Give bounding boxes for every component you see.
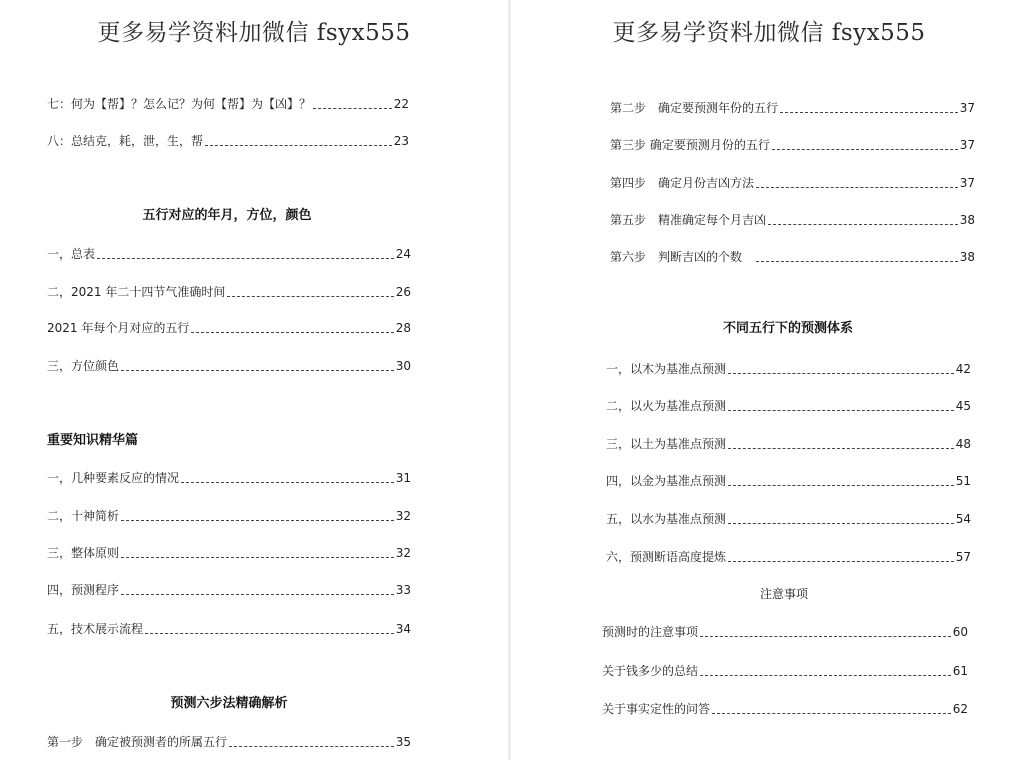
toc-entry[interactable] (602, 662, 968, 680)
toc-entry-label: 四，预测程序 (47, 583, 120, 597)
leader-dots (700, 674, 951, 676)
leader-dots (313, 107, 392, 109)
toc-entry-label: 2021 年每个月对应的五行 (47, 321, 190, 335)
toc-entry[interactable] (47, 507, 411, 525)
leader-dots (728, 372, 954, 374)
toc-entry[interactable] (47, 132, 409, 150)
toc-entry[interactable] (606, 510, 971, 528)
toc-entry-label: 第四步 确定月份吉凶方法 (610, 176, 755, 190)
toc-page-number: 30 (395, 359, 411, 373)
section-heading: 不同五行下的预测体系 (722, 321, 854, 336)
leader-dots (700, 635, 951, 637)
toc-page-number: 57 (955, 550, 971, 564)
toc-entry-label: 一，总表 (47, 247, 96, 261)
toc-entry[interactable] (47, 245, 411, 263)
toc-page-number: 38 (959, 250, 975, 264)
toc-entry[interactable] (47, 95, 409, 113)
toc-entry[interactable] (47, 581, 411, 599)
toc-page-number: 37 (959, 138, 975, 152)
toc-page-number: 61 (952, 664, 968, 678)
toc-entry[interactable] (610, 136, 975, 154)
toc-page-number: 62 (952, 702, 968, 716)
leader-dots (728, 560, 954, 562)
toc-entry[interactable] (610, 99, 975, 117)
leader-dots (191, 331, 393, 333)
leader-dots (728, 447, 954, 449)
page-header: 更多易学资料加微信 fsyx555 (97, 20, 411, 46)
toc-entry-label: 三，整体原则 (47, 546, 120, 560)
toc-page-number: 37 (959, 176, 975, 190)
leader-dots (772, 148, 958, 150)
toc-entry[interactable] (47, 357, 411, 375)
leader-dots (229, 745, 394, 747)
toc-entry[interactable] (610, 248, 975, 266)
leader-dots (712, 712, 951, 714)
toc-page-number: 35 (395, 735, 411, 749)
toc-entry-label: 一，以木为基准点预测 (606, 362, 727, 376)
toc-page-number: 42 (955, 362, 971, 376)
toc-page-number: 45 (955, 399, 971, 413)
toc-page-number: 37 (959, 101, 975, 115)
page-header: 更多易学资料加微信 fsyx555 (612, 20, 926, 46)
toc-page-number: 22 (393, 97, 409, 111)
leader-dots (728, 522, 954, 524)
leader-dots (121, 519, 394, 521)
toc-entry-label: 三，以土为基准点预测 (606, 437, 727, 451)
leader-dots (97, 257, 394, 259)
section-heading: 重要知识精华篇 (47, 433, 139, 448)
toc-entry[interactable] (47, 319, 411, 337)
section-heading: 五行对应的年月，方位，颜色 (142, 208, 312, 223)
toc-entry-label: 四，以金为基准点预测 (606, 474, 727, 488)
toc-page-number: 60 (952, 625, 968, 639)
leader-dots (205, 144, 392, 146)
toc-entry-label: 第六步 判断吉凶的个数 (610, 250, 755, 264)
toc-page-number: 23 (393, 134, 409, 148)
toc-entry[interactable] (606, 397, 971, 415)
toc-entry-label: 五，技术展示流程 (47, 622, 144, 636)
toc-entry[interactable] (606, 435, 971, 453)
toc-entry[interactable] (47, 733, 411, 751)
toc-entry-label: 第五步 精准确定每个月吉凶 (610, 213, 767, 227)
leader-dots (756, 260, 958, 262)
toc-page-number: 31 (395, 471, 411, 485)
toc-entry[interactable] (606, 548, 971, 566)
leader-dots (780, 111, 958, 113)
toc-entry[interactable] (602, 700, 968, 718)
toc-page-number: 54 (955, 512, 971, 526)
toc-entry-label: 第三步 确定要预测月份的五行 (610, 138, 770, 152)
leader-dots (121, 556, 394, 558)
leader-dots (145, 632, 394, 634)
toc-page-number: 51 (955, 474, 971, 488)
toc-entry-label: 五，以水为基准点预测 (606, 512, 727, 526)
left-page (0, 0, 508, 760)
toc-entry[interactable] (610, 174, 975, 192)
leader-dots (181, 481, 394, 483)
toc-entry-label: 二，2021 年二十四节气准确时间 (47, 285, 226, 299)
toc-entry[interactable] (602, 623, 968, 641)
toc-page-number: 26 (395, 285, 411, 299)
toc-entry[interactable] (47, 544, 411, 562)
toc-entry-label: 一，几种要素反应的情况 (47, 471, 180, 485)
toc-page-number: 28 (395, 321, 411, 335)
toc-page-number: 33 (395, 583, 411, 597)
toc-entry-label: 关于事实定性的问答 (602, 702, 711, 716)
toc-page-number: 24 (395, 247, 411, 261)
toc-entry-label: 第二步 确定要预测年份的五行 (610, 101, 779, 115)
toc-entry-label: 六，预测断语高度提炼 (606, 550, 727, 564)
toc-entry[interactable] (47, 620, 411, 638)
toc-page-number: 34 (395, 622, 411, 636)
right-page (511, 0, 1027, 760)
toc-entry-label: 预测时的注意事项 (602, 625, 699, 639)
toc-entry-label: 二，十神简析 (47, 509, 120, 523)
toc-entry-label: 第一步 确定被预测者的所属五行 (47, 735, 228, 749)
section-heading: 注意事项 (759, 587, 809, 601)
section-heading: 预测六步法精确解析 (170, 696, 288, 711)
leader-dots (756, 186, 958, 188)
toc-entry[interactable] (47, 283, 411, 301)
leader-dots (121, 593, 394, 595)
leader-dots (121, 369, 394, 371)
toc-page-number: 32 (395, 546, 411, 560)
toc-entry-label: 七：何为【帮】？怎么记？为何【帮】为【凶】？ (47, 97, 312, 111)
leader-dots (728, 484, 954, 486)
toc-entry-label: 八：总结克，耗，泄，生，帮 (47, 134, 204, 148)
toc-entry-label: 关于钱多少的总结 (602, 664, 699, 678)
leader-dots (728, 409, 954, 411)
toc-page-number: 48 (955, 437, 971, 451)
toc-entry[interactable] (610, 211, 975, 229)
leader-dots (227, 295, 393, 297)
toc-entry[interactable] (606, 472, 971, 490)
toc-entry[interactable] (47, 469, 411, 487)
toc-page-number: 32 (395, 509, 411, 523)
toc-entry-label: 三，方位颜色 (47, 359, 120, 373)
toc-page-number: 38 (959, 213, 975, 227)
toc-entry[interactable] (606, 360, 971, 378)
toc-entry-label: 二，以火为基准点预测 (606, 399, 727, 413)
leader-dots (768, 223, 958, 225)
